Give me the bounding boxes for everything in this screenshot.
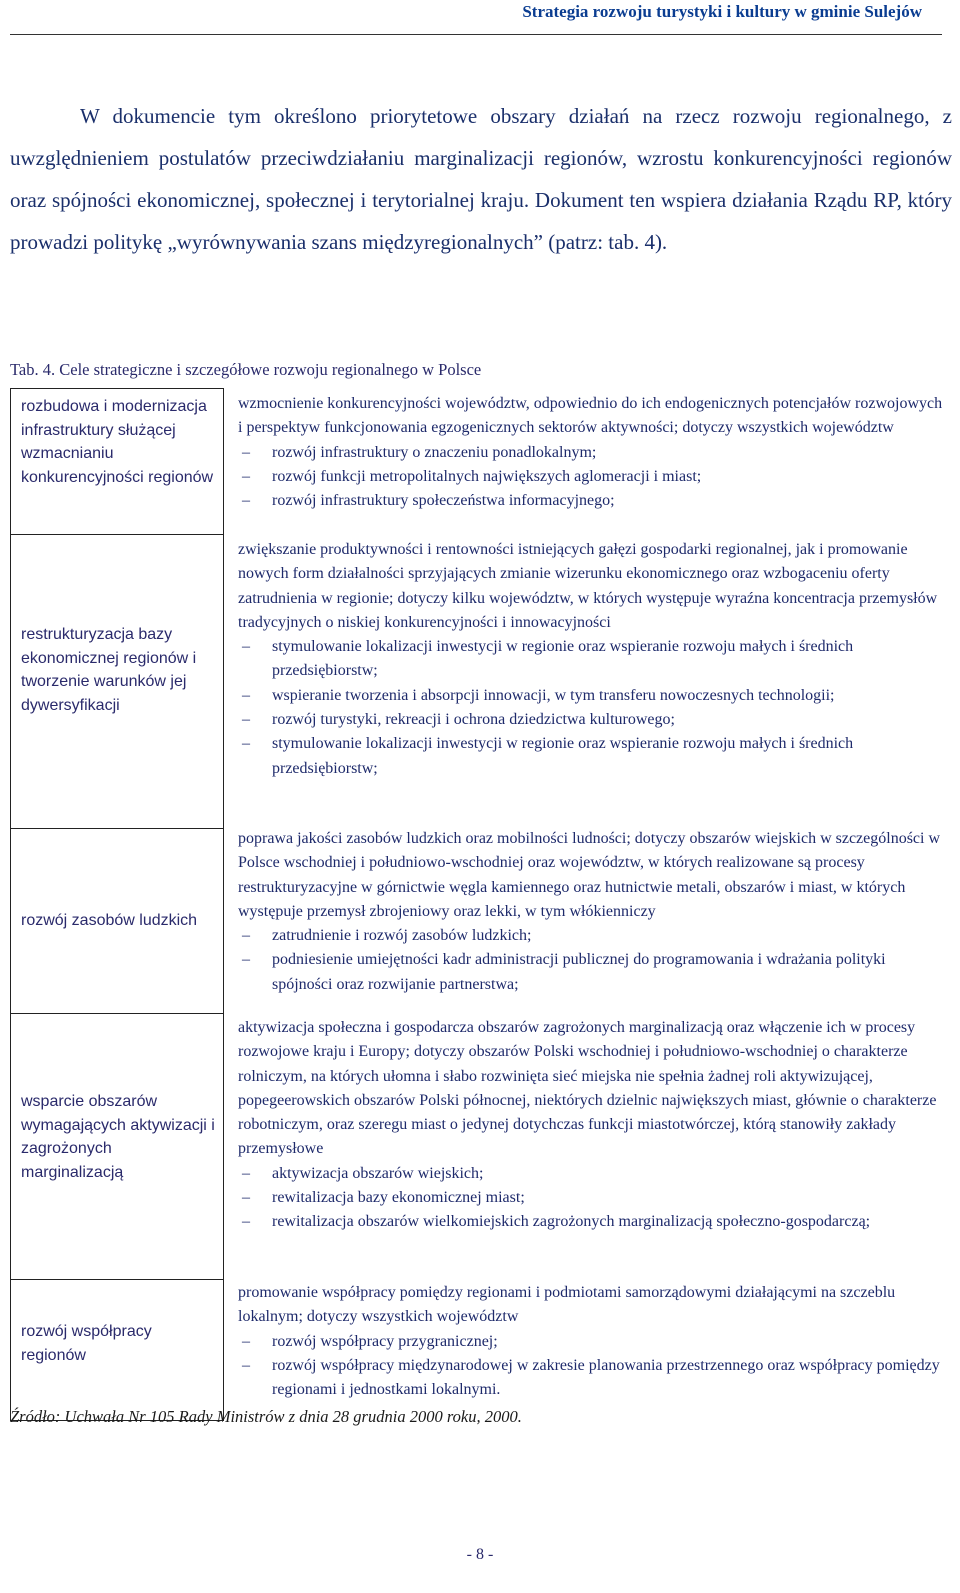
goal-label: rozwój zasobów ludzkich — [21, 912, 198, 929]
list-item: – rozwój turystyki, rekreacji i ochrona dziedzictwa kulturowego; — [242, 711, 675, 729]
source-note: Źródło: Uchwała Nr 105 Rady Ministrów z dnia 28 grudnia 2000 roku, 2000. — [10, 1407, 522, 1426]
goal-cell — [11, 389, 223, 535]
goal-detail — [238, 1281, 948, 1402]
goal-label: wsparcie obszarów wymagających aktywizacji i zagrożonych marginalizacją — [21, 1093, 215, 1181]
list-item: – podniesienie umiejętności kadr administracji publicznej do programowania i wdrażania polityki spójności oraz rozwijanie partnerstwa; — [242, 951, 886, 993]
goal-label: restrukturyzacja bazy ekonomicznej regionów i tworzenie warunków jej dywersyfikacji — [21, 626, 197, 714]
goal-cell — [11, 829, 223, 1014]
goal-detail — [238, 392, 948, 513]
measure-list — [238, 924, 948, 997]
measure-list — [238, 635, 948, 781]
goal-cell — [11, 535, 223, 829]
document-title: Strategia rozwoju turystyki i kultury w gminie Sulejów — [522, 2, 922, 21]
header-divider — [10, 34, 942, 35]
goal-label: rozbudowa i modernizacja infrastruktury służącej wzmacnianiu konkurencyjności regionów — [21, 398, 214, 486]
goal-description: zwiększanie produktywności i rentowności istniejących gałęzi gospodarki regionalnej, jak i promowanie nowych form działalności sprzyjających zmianie wizerunku ekonomicznego oraz wzbogaceniu oferty zatrudnienia w regionie; dotyczy kilku województw, w których występuje wyraźna koncentracja przemysłów tradycyjnych o niskiej konkurencyjności i innowacyjności — [238, 541, 938, 631]
list-item: – zatrudnienie i rozwój zasobów ludzkich; — [242, 927, 532, 945]
list-item: – rewitalizacja bazy ekonomicznej miast; — [242, 1189, 525, 1207]
list-item: – rozwój współpracy międzynarodowej w zakresie planowania przestrzennego oraz współpracy pomiędzy regionami i jednostkami lokalnymi. — [242, 1356, 940, 1399]
goal-detail — [238, 1016, 948, 1235]
list-item: – rewitalizacja obszarów wielkomiejskich zagrożonych marginalizacją społeczno-gospodarczą; — [242, 1213, 871, 1231]
table-caption: Tab. 4. Cele strategiczne i szczegółowe rozwoju regionalnego w Polsce — [10, 360, 482, 379]
list-item: – rozwój funkcji metropolitalnych największych aglomeracji i miast; — [242, 467, 702, 485]
goals-column — [10, 388, 224, 1421]
goal-label: rozwój współpracy regionów — [21, 1323, 152, 1364]
goal-cell — [11, 1280, 223, 1421]
goal-detail — [238, 538, 948, 781]
intro-paragraph — [10, 95, 952, 263]
list-item: – rozwój infrastruktury o znaczeniu ponadlokalnym; — [242, 443, 597, 461]
list-item: – rozwój współpracy przygranicznej; — [242, 1332, 498, 1350]
list-item: – wspieranie tworzenia i absorpcji innowacji, w tym transferu nowoczesnych technologii; — [242, 686, 835, 704]
goal-description: promowanie współpracy pomiędzy regionami i podmiotami samorządowymi działającymi na szczeblu lokalnym; dotyczy wszystkich województw — [238, 1284, 896, 1326]
page-number: - 8 - — [466, 1546, 494, 1563]
list-item: – rozwój infrastruktury społeczeństwa informacyjnego; — [242, 492, 615, 510]
list-item: – stymulowanie lokalizacji inwestycji w regionie oraz wspieranie rozwoju małych i średnich przedsiębiorstw; — [242, 735, 854, 777]
intro-text: W dokumencie tym określono priorytetowe obszary działań na rzecz rozwoju regionalnego, z uwzględnieniem postulatów przeciwdziałaniu marginalizacji regionów, wzrostu konkurencyjności regionów oraz spójności ekonomicznej, społecznej i terytorialnej kraju. Dokument ten wspiera działania Rządu RP, który prowadzi politykę „wyrównywania szans międzyregionalnych” (patrz: tab. 4). — [10, 104, 952, 254]
measure-list — [238, 441, 948, 514]
measure-list — [238, 1162, 948, 1235]
list-item: – aktywizacja obszarów wiejskich; — [242, 1164, 484, 1182]
measure-list — [238, 1330, 948, 1403]
goal-detail — [238, 827, 948, 997]
goal-description: aktywizacja społeczna i gospodarcza obszarów zagrożonych marginalizacją oraz włączenie ich w procesy rozwojowe kraju i Europy; dotyczy obszarów Polski wschodniej i południowo-wschodniej o charakterze rolniczym, na których ułomna i słabo rozwinięta sieć miejska nie spełnia żadnej roli aktywizującej, popegeerowskich obszarów Polski północnej, niektórych dzielnic największych miast, głównie o charakterze robotniczym, oraz szeregu miast o jedynej dotychczas funkcji miastotwórczej, którą stanowiły zakłady przemysłowe — [238, 1019, 937, 1158]
goal-description: wzmocnienie konkurencyjności województw, odpowiednio do ich endogenicznych potencjałów rozwojowych i perspektyw funkcjonowania egzogenicznych sektorów aktywności; dotyczy wszystkich województw — [238, 395, 943, 437]
goal-description: poprawa jakości zasobów ludzkich oraz mobilności ludności; dotyczy obszarów wiejskich w szczególności w Polsce wschodniej i południowo-wschodniej oraz województw, w których realizowane są procesy restrukturyzacyjne w górnictwie węgla kamiennego oraz hutnictwie metali, obszarów i miast, w których występuje przemysł zbrojeniowy oraz lekki, w tym włókienniczy — [238, 830, 941, 920]
goal-cell — [11, 1014, 223, 1280]
list-item: – stymulowanie lokalizacji inwestycji w regionie oraz wspieranie rozwoju małych i średnich przedsiębiorstw; — [242, 638, 854, 680]
